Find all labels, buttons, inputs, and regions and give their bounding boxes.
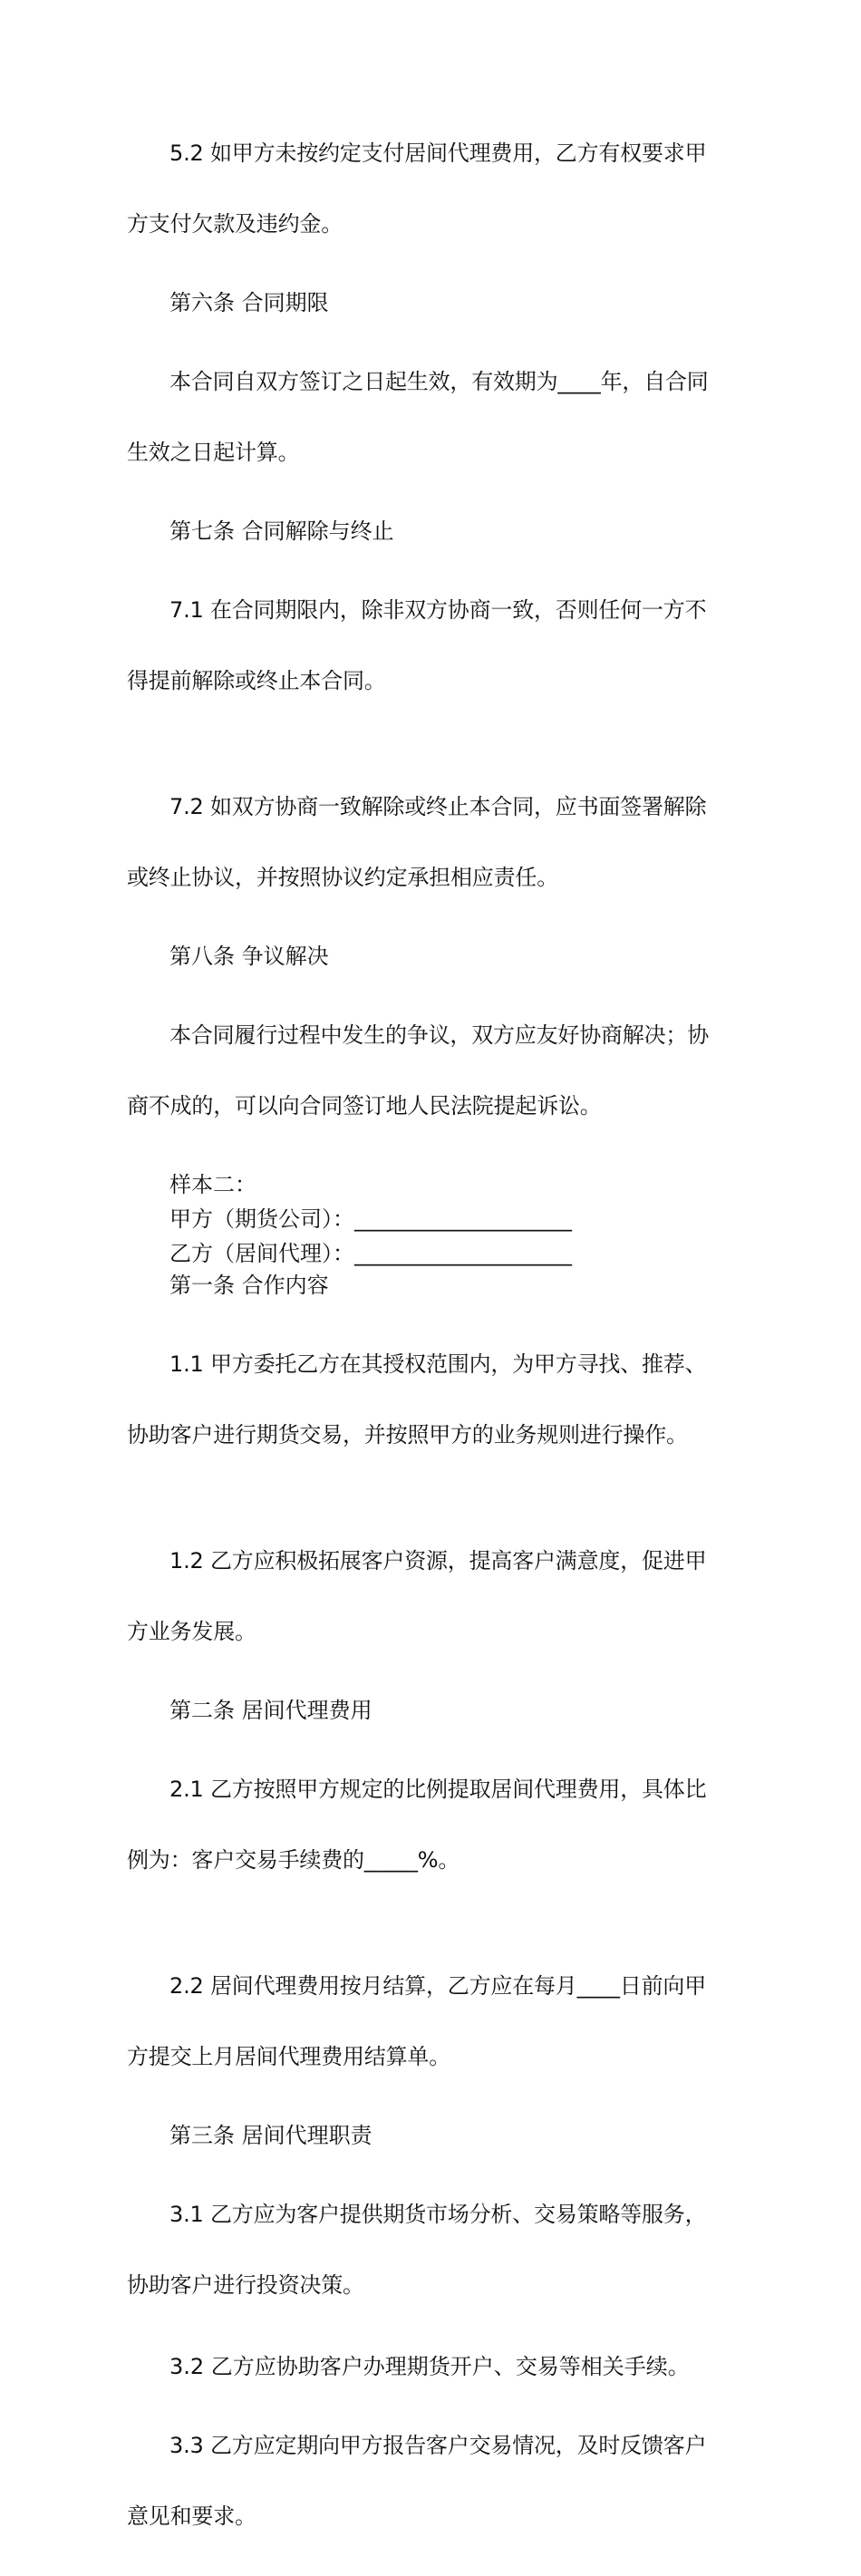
text-line: 本合同履行过程中发生的争议，双方应友好协商解决；协: [169, 1022, 709, 1048]
clause-7-2: [127, 748, 730, 936]
text-line: 1.1 甲方委托乙方在其授权范围内，为甲方寻找、推荐、: [169, 1351, 707, 1377]
article-8-heading: 第八条 争议解决: [169, 944, 329, 969]
clause-2-2: [127, 1927, 730, 2116]
party-a-line: 甲方（期货公司）：____________________: [169, 1206, 572, 1232]
text-line: 7.1 在合同期限内，除非双方协商一致，否则任何一方不: [169, 597, 707, 623]
clause-5-2: [127, 94, 730, 283]
text-line: 5.2 如甲方未按约定支付居间代理费用，乙方有权要求甲: [169, 140, 707, 166]
text-line: 7.2 如双方协商一致解除或终止本合同，应书面签署解除: [169, 794, 707, 819]
text-line: 协助客户进行投资决策。: [127, 2272, 364, 2298]
article-3-heading: 第三条 居间代理职责: [169, 2123, 372, 2148]
text-line: 本合同自双方签订之日起生效，有效期为____年，自合同: [169, 369, 709, 394]
text-line: 例为：客户交易手续费的_____%。: [127, 1847, 460, 1873]
text-line: 方支付欠款及违约金。: [127, 211, 343, 237]
text-line: 生效之日起计算。: [127, 440, 300, 465]
text-line: 3.1 乙方应为客户提供期货市场分析、交易策略等服务，: [169, 2202, 707, 2227]
document-page: [127, 94, 730, 2575]
text-line: 1.2 乙方应积极拓展客户资源，提高客户满意度，促进甲: [169, 1548, 707, 1574]
clause-1-1: [127, 1305, 730, 1494]
text-line: 方业务发展。: [127, 1619, 256, 1644]
text-line: 意见和要求。: [127, 2503, 256, 2529]
clause-3-2: 3.2 乙方应协助客户办理期货开户、交易等相关手续。: [169, 2354, 690, 2379]
article-2-heading: 第二条 居间代理费用: [169, 1698, 372, 1723]
article-7-heading: 第七条 合同解除与终止: [169, 518, 394, 544]
article-6-body: [127, 323, 730, 511]
text-line: 2.1 乙方按照甲方规定的比例提取居间代理费用，具体比: [169, 1777, 707, 1802]
article-6-heading: 第六条 合同期限: [169, 290, 329, 315]
clause-2-1: [127, 1730, 730, 1919]
text-line: 3.3 乙方应定期向甲方报告客户交易情况，及时反馈客户: [169, 2433, 707, 2458]
clause-3-1: [127, 2155, 730, 2344]
article-1-heading: 第一条 合作内容: [169, 1273, 329, 1298]
text-line: 商不成的，可以向合同签订地人民法院提起诉讼。: [127, 1093, 602, 1119]
text-line: 得提前解除或终止本合同。: [127, 668, 386, 693]
text-line: 方提交上月居间代理费用结算单。: [127, 2044, 450, 2069]
sample-two-heading: 样本二：: [169, 1172, 256, 1197]
clause-1-2: [127, 1502, 730, 1690]
clause-3-3: [127, 2387, 730, 2575]
clause-7-1: [127, 551, 730, 740]
article-8-body: [127, 976, 730, 1165]
text-line: 或终止协议，并按照协议约定承担相应责任。: [127, 865, 558, 890]
text-line: 协助客户进行期货交易，并按照甲方的业务规则进行操作。: [127, 1422, 688, 1448]
text-line: 2.2 居间代理费用按月结算，乙方应在每月____日前向甲: [169, 1973, 706, 1999]
party-b-line: 乙方（居间代理）：____________________: [169, 1241, 572, 1266]
